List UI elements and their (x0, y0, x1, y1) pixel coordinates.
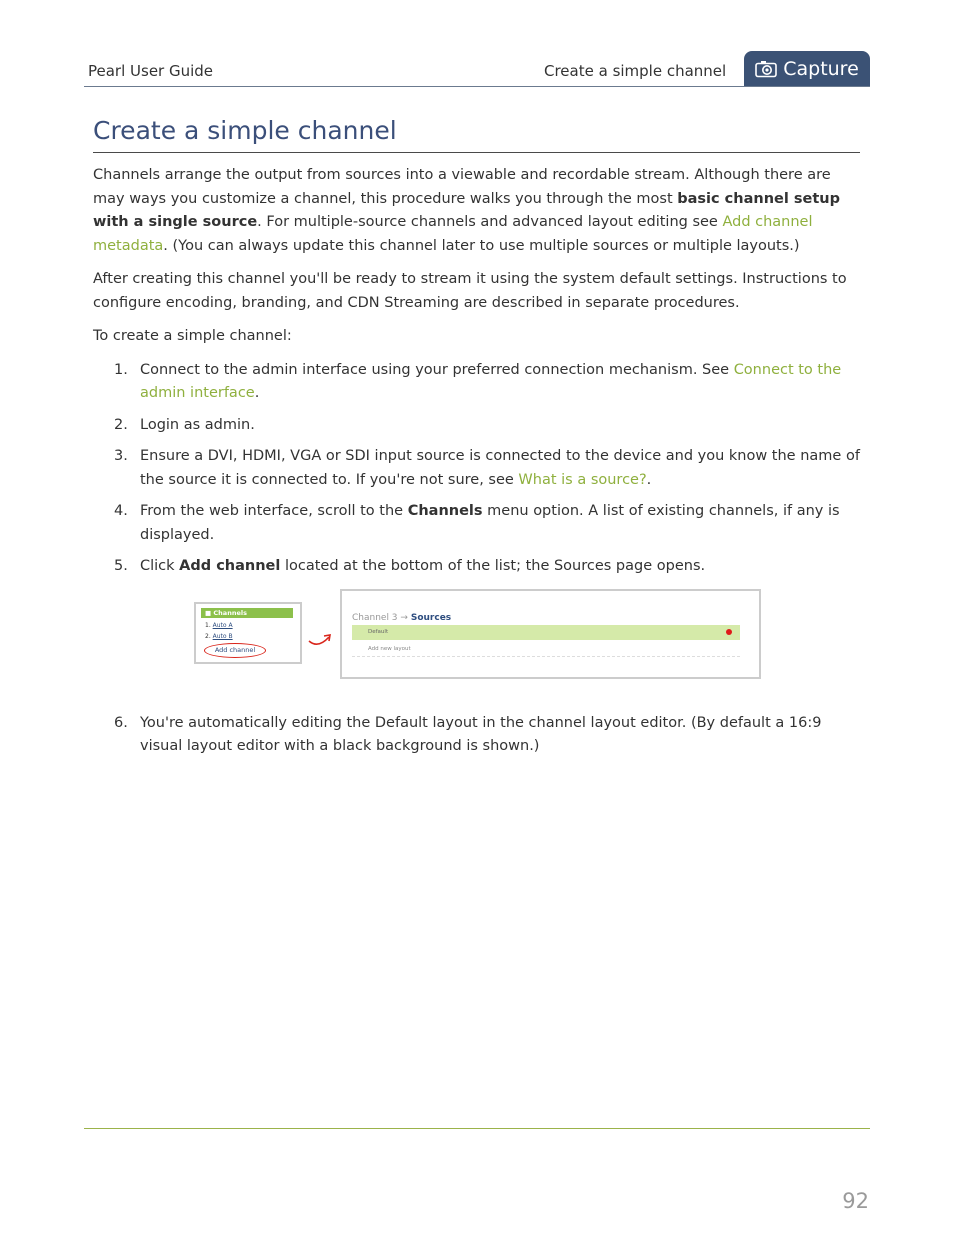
step-text: menu option. A list of existing channels, if any is displayed. (140, 503, 840, 543)
channels-menu-header: ■ Channels (201, 608, 293, 618)
step-text: Click (140, 558, 180, 574)
add-channel-metadata-link[interactable]: Add channel metadata (93, 214, 813, 254)
step-number: 5. (114, 558, 128, 574)
add-layout-row: Add new layout (352, 642, 740, 657)
capture-tab-label: Capture (783, 58, 859, 80)
steps-list-continued (93, 712, 863, 759)
what-is-source-link[interactable]: What is a source? (518, 471, 647, 488)
intro-paragraph-1 (93, 164, 863, 258)
intro-bold-text: basic channel setup with a single source (93, 190, 840, 230)
step-number: 6. (114, 714, 128, 731)
channel-list-item (205, 622, 233, 630)
footer-rule (84, 1128, 870, 1129)
page-number: 92 (842, 1189, 869, 1213)
screenshot-figure (93, 589, 863, 706)
step-number: 2. (114, 416, 128, 433)
camera-icon (755, 60, 777, 78)
step-number: 3. (114, 448, 128, 464)
title-rule (93, 152, 860, 153)
channels-menu-screenshot (194, 602, 302, 664)
step-text: Ensure a DVI, HDMI, VGA or SDI input source is connected to the device and you know the name of the source it is connected to. If you're not sure, see (140, 448, 860, 488)
header-left-text: Pearl User Guide (88, 62, 214, 80)
step-text: Login as admin. (140, 416, 255, 433)
connect-admin-link[interactable]: Connect to the admin interface (140, 361, 842, 401)
step-text: You're automatically editing the Default layout in the channel layout editor. (By default a 16:9 visual layout editor with a black background is shown.) (140, 714, 822, 754)
list-item (93, 500, 863, 547)
add-channel-highlight: Add channel (204, 643, 266, 658)
channel-index: 1. (205, 621, 213, 629)
step-text: From the web interface, scroll to the (140, 503, 408, 519)
intro-paragraph-2: After creating this channel you'll be ready to stream it using the system default settings. Instructions to configure encoding, branding, and CDN Streaming are described in separate procedures. (93, 271, 847, 311)
breadcrumb-arrow: → (400, 612, 408, 623)
breadcrumb-channel: Channel 3 (352, 612, 398, 623)
step-bold-text: Add channel (179, 558, 281, 574)
channel-name: Auto A (212, 621, 233, 629)
step-text: Connect to the admin interface using your preferred connection mechanism. See (140, 361, 734, 378)
capture-tab[interactable] (744, 51, 870, 87)
list-item (93, 445, 863, 492)
list-item (93, 555, 863, 579)
step-number: 4. (114, 503, 128, 519)
step-text: . (646, 471, 652, 488)
channels-menu-header-label: Channels (213, 608, 247, 617)
channel-name: Auto B (212, 632, 233, 640)
curved-arrow-icon (306, 629, 334, 658)
intro-paragraph-3: To create a simple channel: (93, 328, 292, 344)
red-dot-icon (726, 629, 732, 635)
step-text: located at the bottom of the list; the Sources page opens. (280, 558, 706, 574)
default-layout-row (352, 625, 740, 640)
step-bold-text: Channels (407, 503, 483, 519)
intro-text: . For multiple-source channels and advanced layout editing see (257, 214, 723, 230)
step-number: 1. (114, 361, 128, 378)
steps-list (93, 359, 863, 579)
breadcrumb-current: Sources (410, 612, 452, 623)
list-item (93, 414, 863, 438)
content (93, 164, 863, 767)
list-item (93, 359, 863, 406)
channel-index: 2. (205, 632, 213, 640)
sources-page-screenshot (340, 589, 761, 679)
intro-text: . (You can always update this channel later to use multiple sources or multiple layouts.) (163, 237, 800, 254)
default-layout-label: Default (368, 628, 389, 635)
list-item (93, 712, 863, 759)
intro-text: Channels arrange the output from sources into a viewable and recordable stream. Although there are may ways you customize a channel, this procedure walks you through the most (93, 167, 831, 207)
page-title: Create a simple channel (93, 116, 397, 145)
header-rule (84, 86, 870, 87)
channel-list-item (205, 633, 233, 641)
step-text: . (254, 385, 260, 401)
header-section-title: Create a simple channel (544, 62, 727, 80)
